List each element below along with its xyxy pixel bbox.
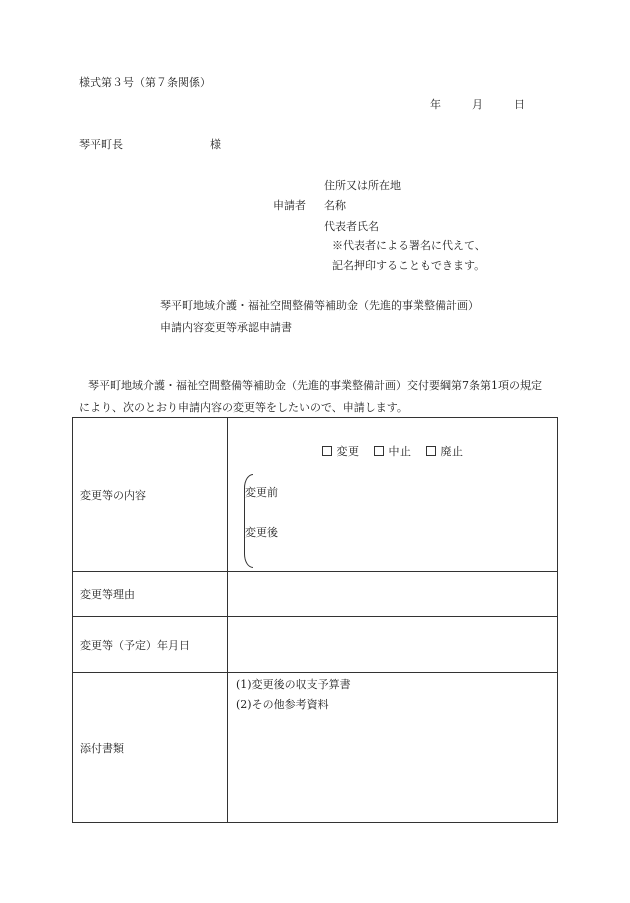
applicant-label: 申請者	[273, 199, 306, 212]
date-cell[interactable]	[228, 617, 558, 673]
reason-label: 変更等理由	[73, 572, 228, 617]
after-change-label: 変更後	[245, 526, 278, 539]
applicant-name-label: 名称	[324, 199, 346, 212]
form-number: 様式第３号（第７条関係）	[79, 76, 211, 89]
applicant-address-label: 住所又は所在地	[324, 179, 401, 192]
document-title-line1: 琴平町地域介護・福祉空間整備等補助金（先進的事業整備計画）	[160, 299, 479, 312]
content-cell[interactable]	[228, 418, 558, 572]
signature-note-line2: 記名押印することもできます。	[332, 259, 486, 272]
option-change[interactable]: 変更	[322, 445, 360, 458]
option-abolish[interactable]: 廃止	[426, 445, 464, 458]
date-year-label: 年	[430, 98, 441, 111]
checkbox-cancel[interactable]	[374, 446, 384, 456]
attachments-row	[73, 673, 558, 823]
reason-row	[73, 572, 558, 617]
intro-text-line2: により、次のとおり申請内容の変更等をしたいので、申請します。	[79, 401, 408, 414]
attachments-cell[interactable]	[228, 673, 558, 823]
representative-label: 代表者氏名	[324, 220, 379, 233]
checkbox-change[interactable]	[322, 446, 332, 456]
change-type-options	[228, 443, 557, 459]
checkbox-abolish[interactable]	[426, 446, 436, 456]
application-table	[72, 417, 558, 823]
content-label: 変更等の内容	[73, 418, 228, 572]
date-month-label: 月	[472, 98, 483, 111]
document-title-line2: 申請内容変更等承認申請書	[160, 321, 292, 334]
content-row	[73, 418, 558, 572]
intro-text-line1: 琴平町地域介護・福祉空間整備等補助金（先進的事業整備計画）交付要綱第7条第1項の規定	[88, 379, 542, 392]
attachments-label: 添付書類	[73, 673, 228, 823]
date-row	[73, 617, 558, 673]
signature-note-line1: ※代表者による署名に代えて、	[332, 239, 486, 252]
addressee-honorific: 様	[210, 138, 221, 151]
option-cancel[interactable]: 中止	[374, 445, 412, 458]
reason-cell[interactable]	[228, 572, 558, 617]
addressee-name: 琴平町長	[79, 138, 123, 151]
date-day-label: 日	[514, 98, 525, 111]
attachment-item: (2)その他参考資料	[236, 698, 329, 711]
before-change-label: 変更前	[245, 486, 278, 499]
attachment-item: (1)変更後の収支予算書	[236, 678, 351, 691]
date-label: 変更等（予定）年月日	[73, 617, 228, 673]
